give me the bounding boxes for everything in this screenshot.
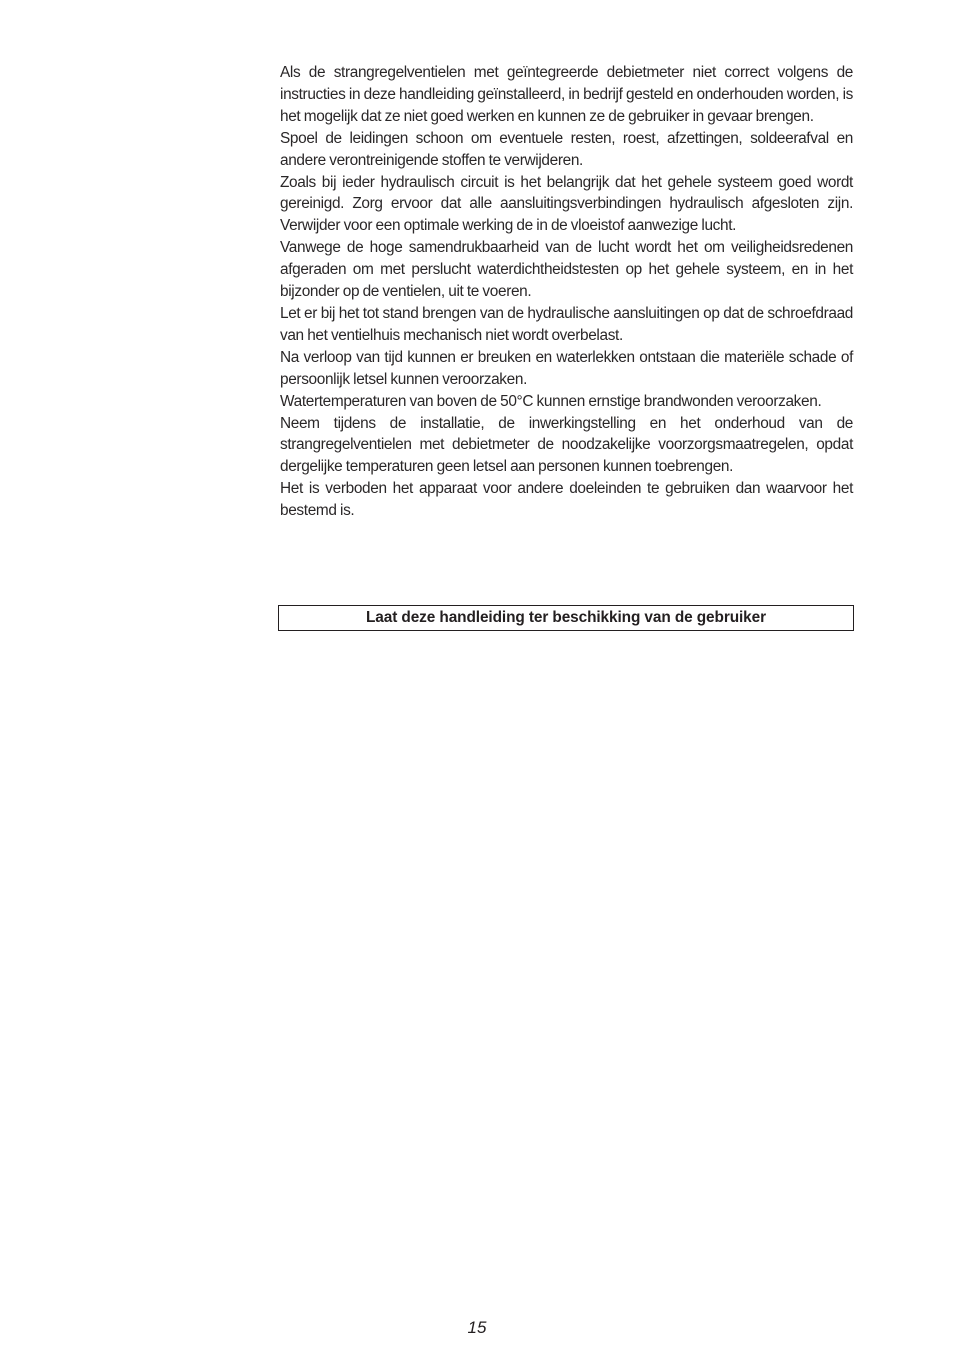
paragraph-flush-pipes: Spoel de leidingen schoon om eventuele resten, roest, afzettingen, soldeerafval en andere verontreinigende stoffen te verwijderen.: [280, 129, 853, 169]
paragraph-intended-use: Het is verboden het apparaat voor andere doeleinden te gebruiken dan waarvoor het bestemd is.: [280, 480, 853, 520]
paragraph-installation-warning: Als de strangregelventielen met geïntegreerde debietmeter niet correct volgens de instructies in deze handleiding geïnstalleerd, in bedrijf gesteld en onderhouden worden, is het mogelijk dat ze niet goed werken en kunnen ze de gebruiker in gevaar brengen.: [280, 64, 853, 125]
paragraph-precautions: Neem tijdens de installatie, de inwerkingstelling en het onderhoud van de strangregelventielen met debietmeter de noodzakelijke voorzorgsmaatregelen, opdat dergelijke temperaturen geen letsel aan personen kunnen toebrengen.: [280, 414, 853, 476]
notice-text: Laat deze handleiding ter beschikking van de gebruiker: [366, 609, 766, 626]
paragraph-leak-damage: Na verloop van tijd kunnen er breuken en waterlekken ontstaan die materiële schade of persoonlijk letsel kunnen veroorzaken.: [280, 348, 853, 388]
paragraph-compressed-air: Vanwege de hoge samendrukbaarheid van de lucht wordt het om veiligheidsredenen afgeraden om met perslucht waterdichtheidstesten op het gehele systeem, en in het bijzonder op de ventielen, uit te voeren.: [280, 239, 853, 301]
paragraph-clean-system: Zoals bij ieder hydraulisch circuit is het belangrijk dat het gehele systeem goed wordt gereinigd. Zorg ervoor dat alle aansluitingsverbindingen hydraulisch afgesloten zijn. Verwijder voor een optimale werking de in de vloeistof aanwezige lucht.: [280, 173, 853, 235]
notice-box: [278, 605, 854, 631]
paragraph-burn-risk: Watertemperaturen van boven de 50°C kunnen ernstige brandwonden veroorzaken.: [280, 392, 822, 410]
paragraph-thread-load: Let er bij het tot stand brengen van de hydraulische aansluitingen op dat de schroefdraad van het ventielhuis mechanisch niet wordt overbelast.: [280, 304, 853, 344]
page-number: 15: [467, 1318, 487, 1337]
safety-text-column: [280, 62, 853, 522]
